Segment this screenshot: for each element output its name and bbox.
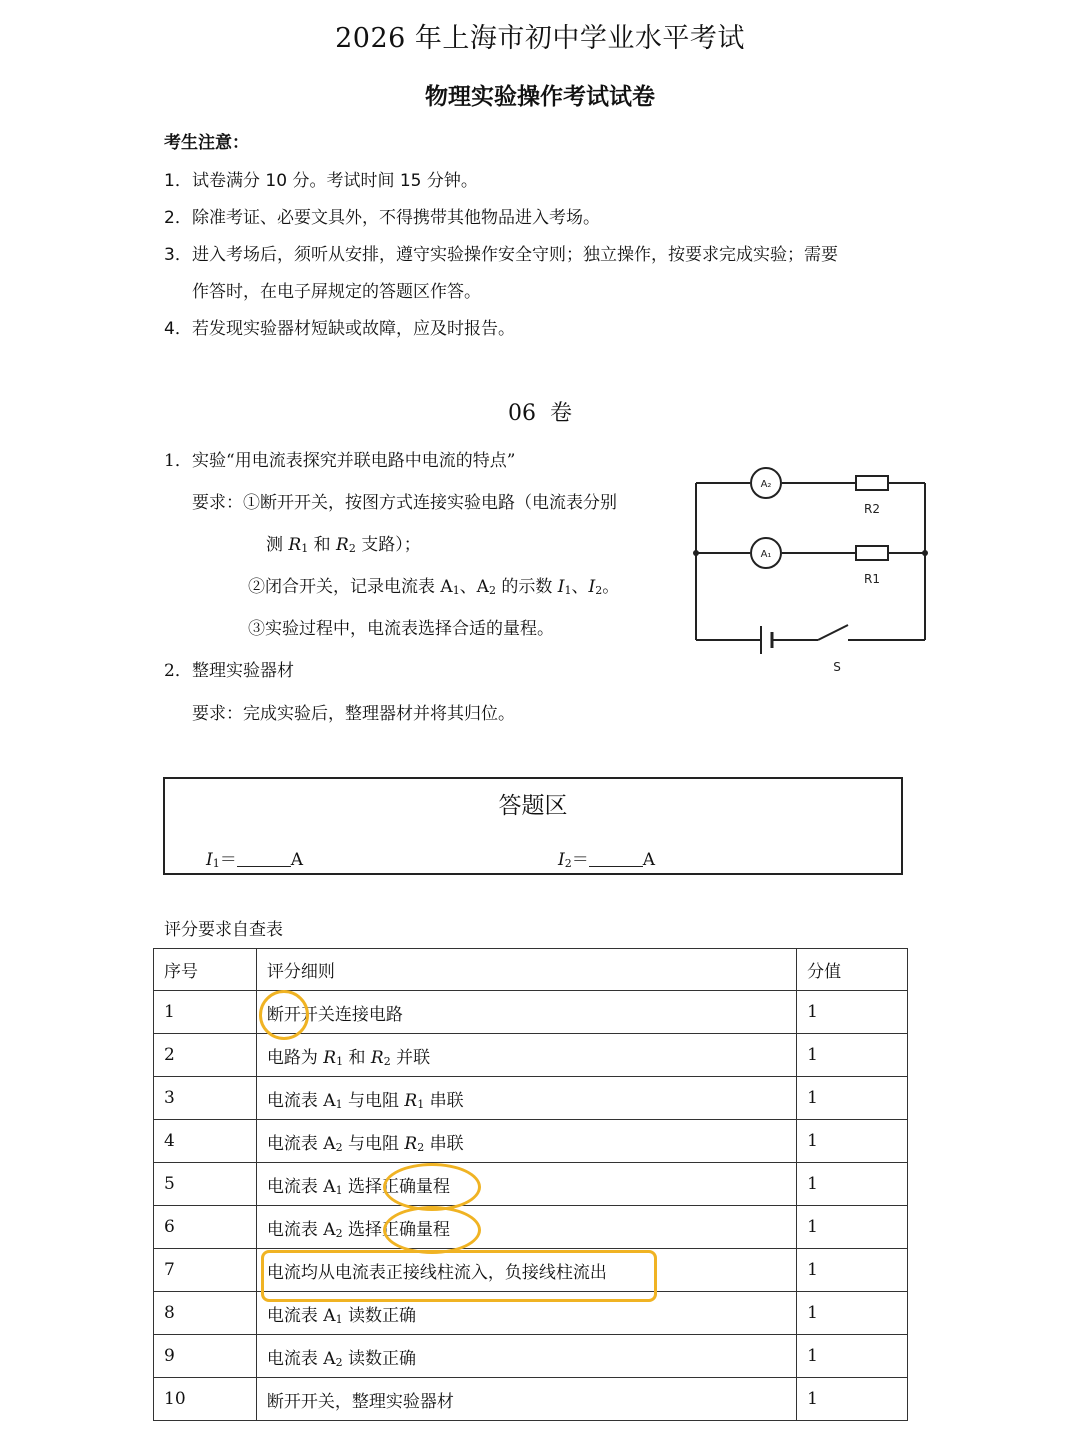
notice-item-3-continued: 作答时，在电子屏规定的答题区作答。: [192, 282, 481, 302]
notice-item-2: 2．除准考证、必要文具外，不得携带其他物品进入考场。: [164, 208, 600, 228]
resistor-r1-label: R1: [864, 572, 880, 586]
row-rule: 电路为 $R_1$ 和 $R_2$ 并联: [256, 1034, 796, 1077]
row-number: 6: [154, 1206, 257, 1249]
answer-area-title: 答题区: [498, 793, 568, 819]
question-1-title: 1．实验“用电流表探究并联电路中电流的特点”: [164, 451, 516, 471]
table-row: [154, 1120, 908, 1163]
table-row: [154, 1206, 908, 1249]
row-rule: 电流表 $A_2$ 选择正确量程: [256, 1206, 796, 1249]
ammeter-a1-label: A₁: [760, 549, 772, 560]
row-rule: 断开开关，整理实验器材: [256, 1378, 796, 1421]
row-number: 4: [154, 1120, 257, 1163]
row-score: 1: [797, 991, 908, 1034]
row-score: 1: [797, 1163, 908, 1206]
battery: [761, 626, 772, 654]
page-subtitle: 物理实验操作考试试卷: [425, 84, 655, 110]
score-table-caption: 评分要求自查表: [164, 920, 283, 940]
row-number: 8: [154, 1292, 257, 1335]
row-rule: 电流均从电流表正接线柱流入，负接线柱流出: [256, 1249, 796, 1292]
switch-label: S: [833, 660, 841, 674]
table-row: [154, 1249, 908, 1292]
paper-label: 06 卷: [508, 401, 572, 426]
answer-i1: $I_1= A$: [206, 850, 303, 870]
header-number: 序号: [154, 949, 257, 991]
header-rule: 评分细则: [256, 949, 796, 991]
question-2-title: 2．整理实验器材: [164, 661, 294, 681]
table-row: [154, 1163, 908, 1206]
notice-item-1: 1．试卷满分 10 分。考试时间 15 分钟。: [164, 171, 478, 191]
row-rule: 电流表 $A_2$ 读数正确: [256, 1335, 796, 1378]
junction-right: [922, 550, 928, 556]
resistor-r2-label: R2: [864, 502, 880, 516]
score-table: [153, 948, 908, 1421]
row-number: 7: [154, 1249, 257, 1292]
resistor-r2: [856, 476, 888, 490]
row-number: 2: [154, 1034, 257, 1077]
question-1-requirement-1: 要求：①断开开关，按图方式连接实验电路（电流表分别: [192, 493, 617, 513]
question-1-requirement-2: ②闭合开关，记录电流表 $A_1$、$A_2$ 的示数 $I_1$、$I_2$。: [248, 577, 620, 597]
row-score: 1: [797, 1292, 908, 1335]
row-rule: 电流表 $A_1$ 选择正确量程: [256, 1163, 796, 1206]
page-title: 2026 年上海市初中学业水平考试: [335, 23, 745, 54]
table-row: [154, 1292, 908, 1335]
row-number: 5: [154, 1163, 257, 1206]
row-score: 1: [797, 1120, 908, 1163]
question-2-requirement: 要求：完成实验后，整理器材并将其归位。: [192, 704, 515, 724]
row-number: 3: [154, 1077, 257, 1120]
row-number: 1: [154, 991, 257, 1034]
ammeter-a2-label: A₂: [760, 479, 772, 490]
row-rule: 电流表 $A_2$ 与电阻 $R_2$ 串联: [256, 1120, 796, 1163]
row-number: 10: [154, 1378, 257, 1421]
junction-left: [693, 550, 699, 556]
row-rule: 断开开关连接电路: [256, 991, 796, 1034]
row-score: 1: [797, 1249, 908, 1292]
notice-item-4: 4．若发现实验器材短缺或故障，应及时报告。: [164, 319, 515, 339]
table-row: [154, 1034, 908, 1077]
row-score: 1: [797, 1335, 908, 1378]
answer-i1-blank[interactable]: [237, 851, 291, 867]
answer-i2: $I_2= A$: [558, 850, 655, 870]
row-score: 1: [797, 1034, 908, 1077]
question-1-requirement-3: ③实验过程中，电流表选择合适的量程。: [248, 619, 554, 639]
table-row: [154, 1378, 908, 1421]
row-score: 1: [797, 1378, 908, 1421]
table-header-row: [154, 949, 908, 991]
notice-heading: 考生注意：: [164, 133, 249, 153]
row-rule: 电流表 $A_1$ 与电阻 $R_1$ 串联: [256, 1077, 796, 1120]
row-score: 1: [797, 1077, 908, 1120]
resistor-r1: [856, 546, 888, 560]
row-score: 1: [797, 1206, 908, 1249]
row-rule: 电流表 $A_1$ 读数正确: [256, 1292, 796, 1335]
table-row: [154, 991, 908, 1034]
circuit-diagram: [688, 462, 938, 682]
header-score: 分值: [797, 949, 908, 991]
question-1-requirement-1-continued: 测 $R_1$ 和 $R_2$ 支路）；: [266, 535, 421, 555]
answer-i2-blank[interactable]: [589, 851, 643, 867]
table-row: [154, 1077, 908, 1120]
notice-item-3: 3．进入考场后，须听从安排，遵守实验操作安全守则；独立操作，按要求完成实验；需要: [164, 245, 838, 265]
row-number: 9: [154, 1335, 257, 1378]
table-row: [154, 1335, 908, 1378]
